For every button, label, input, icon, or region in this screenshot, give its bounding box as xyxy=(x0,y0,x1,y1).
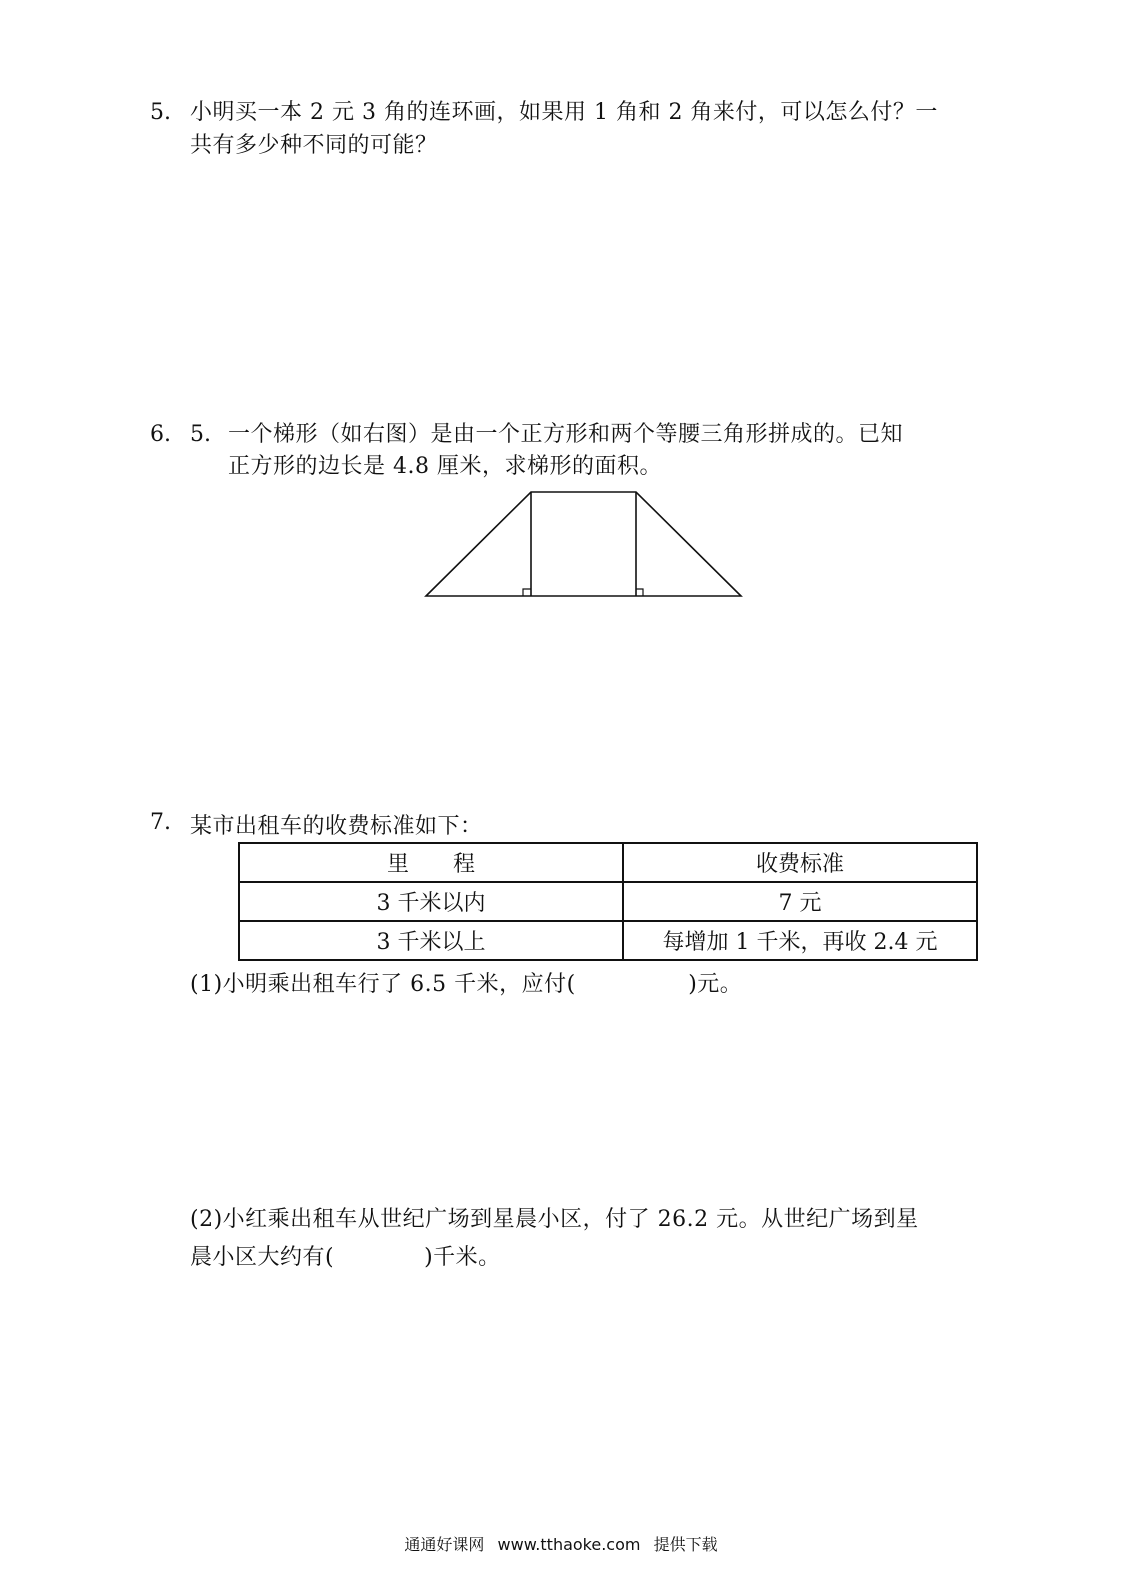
right-angle-mark-left xyxy=(523,589,531,596)
question-6-subnumber: 5. xyxy=(190,422,211,447)
footer-site-name: 通通好课网 xyxy=(404,1535,485,1554)
question-6-text-line2: 正方形的边长是 4.8 厘米，求梯形的面积。 xyxy=(228,454,662,479)
question-5-text-line1: 小明买一本 2 元 3 角的连环画，如果用 1 角和 2 角来付，可以怎么付？一 xyxy=(190,100,938,125)
right-angle-mark-right xyxy=(636,589,643,596)
footer-suffix: 提供下载 xyxy=(653,1535,718,1554)
question-5-number: 5. xyxy=(150,100,171,125)
question-6-text-line1: 一个梯形（如右图）是由一个正方形和两个等腰三角形拼成的。已知 xyxy=(228,422,904,447)
question-7-part2-line2: 晨小区大约有( )千米。 xyxy=(190,1245,501,1270)
taxi-fee-table xyxy=(238,842,978,961)
question-7-part1: (1)小明乘出租车行了 6.5 千米，应付( )元。 xyxy=(190,972,743,997)
footer-url[interactable]: www.tthaoke.com xyxy=(497,1535,641,1554)
table-row xyxy=(239,882,977,921)
table-row xyxy=(239,921,977,960)
question-7-part2-line1: (2)小红乘出租车从世纪广场到星晨小区，付了 26.2 元。从世纪广场到星 xyxy=(190,1207,919,1232)
trapezoid-outline xyxy=(426,492,741,596)
trapezoid-figure xyxy=(420,485,750,605)
question-7-number: 7. xyxy=(150,810,171,835)
table-header-distance: 里 程 xyxy=(239,843,623,882)
question-6-number: 6. xyxy=(150,422,171,447)
question-7-intro: 某市出租车的收费标准如下： xyxy=(190,814,483,839)
table-cell-distance: 3 千米以内 xyxy=(239,882,623,921)
table-cell-distance: 3 千米以上 xyxy=(239,921,623,960)
table-cell-fee: 7 元 xyxy=(623,882,977,921)
page-footer xyxy=(0,1533,1122,1557)
question-5-text-line2: 共有多少种不同的可能？ xyxy=(190,133,438,158)
table-header-row xyxy=(239,843,977,882)
table-header-fee: 收费标准 xyxy=(623,843,977,882)
table-cell-fee: 每增加 1 千米，再收 2.4 元 xyxy=(623,921,977,960)
